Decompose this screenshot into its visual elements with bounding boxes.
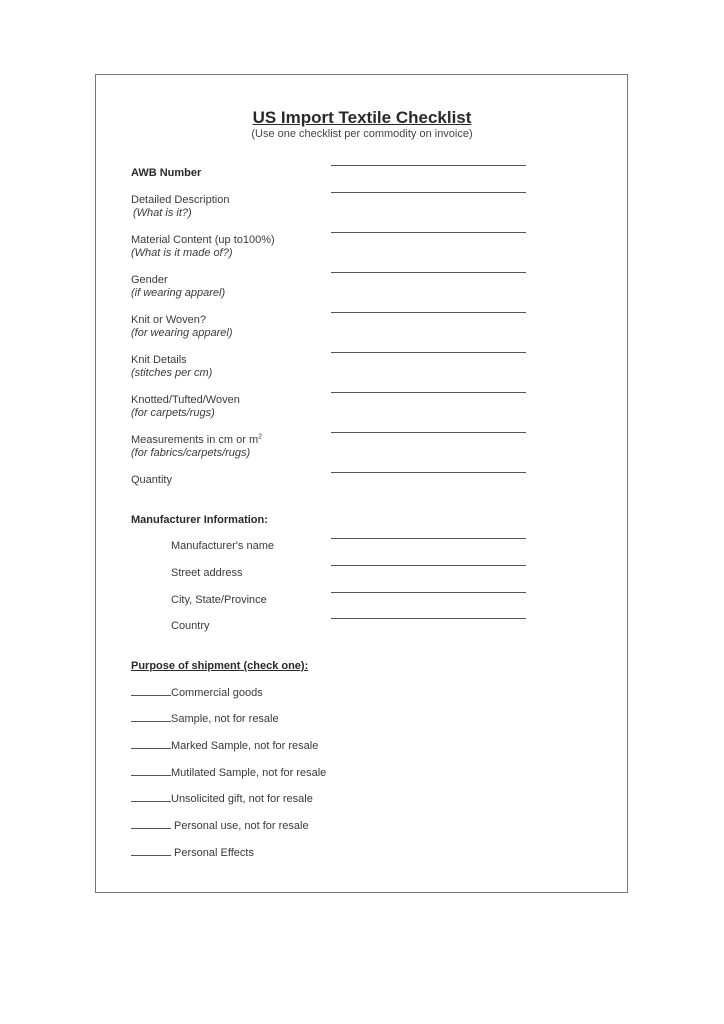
purpose-option-personal-use[interactable]: Personal use, not for resale [131, 820, 309, 832]
manufacturer-name-label: Manufacturer's name [171, 540, 274, 552]
field-description-line[interactable] [331, 192, 526, 193]
field-quantity-label: Quantity [131, 474, 172, 486]
field-knit-details-label: Knit Details (stitches per cm) [131, 354, 213, 379]
field-measurements-label: Measurements in cm or $m^2$ (for fabrics/carpets/rugs) [131, 433, 263, 459]
manufacturer-heading: Manufacturer Information: [131, 514, 268, 526]
manufacturer-name-line[interactable] [331, 538, 526, 539]
purpose-option-mutilated-sample[interactable]: Mutilated Sample, not for resale [131, 767, 326, 779]
field-quantity-line[interactable] [331, 472, 526, 473]
field-knotted-label: Knotted/Tufted/Woven (for carpets/rugs) [131, 394, 240, 419]
field-knit-woven-label: Knit or Woven? (for wearing apparel) [131, 314, 233, 339]
purpose-heading: Purpose of shipment (check one): [131, 660, 309, 672]
checkbox-blank[interactable] [131, 847, 171, 856]
manufacturer-country-line[interactable] [331, 618, 526, 619]
field-gender-label: Gender (if wearing apparel) [131, 274, 226, 299]
manufacturer-country-label: Country [171, 620, 210, 632]
manufacturer-city-label: City, State/Province [171, 594, 267, 606]
purpose-option-personal-effects[interactable]: Personal Effects [131, 847, 254, 859]
form-subtitle: (Use one checklist per commodity on invoice) [251, 128, 473, 140]
manufacturer-street-label: Street address [171, 567, 243, 579]
checkbox-blank[interactable] [131, 713, 171, 722]
form-title: US Import Textile Checklist [252, 108, 472, 127]
purpose-option-sample[interactable]: Sample, not for resale [131, 713, 279, 725]
field-knotted-line[interactable] [331, 392, 526, 393]
checkbox-blank[interactable] [131, 740, 171, 749]
field-description-label: Detailed Description (What is it?) [131, 194, 230, 219]
checkbox-blank[interactable] [131, 767, 171, 776]
manufacturer-street-line[interactable] [331, 565, 526, 566]
purpose-option-gift[interactable]: Unsolicited gift, not for resale [131, 793, 313, 805]
field-knit-details-line[interactable] [331, 352, 526, 353]
checkbox-blank[interactable] [131, 793, 171, 802]
manufacturer-city-line[interactable] [331, 592, 526, 593]
field-gender-line[interactable] [331, 272, 526, 273]
field-knit-woven-line[interactable] [331, 312, 526, 313]
purpose-option-commercial[interactable]: Commercial goods [131, 687, 263, 699]
checkbox-blank[interactable] [131, 687, 171, 696]
field-awb-number-line[interactable] [331, 165, 526, 166]
field-awb-number-label: AWB Number [131, 167, 202, 179]
purpose-option-marked-sample[interactable]: Marked Sample, not for resale [131, 740, 318, 752]
field-material-line[interactable] [331, 232, 526, 233]
field-material-label: Material Content (up to100%) (What is it made of?) [131, 234, 275, 259]
checkbox-blank[interactable] [131, 820, 171, 829]
field-measurements-line[interactable] [331, 432, 526, 433]
